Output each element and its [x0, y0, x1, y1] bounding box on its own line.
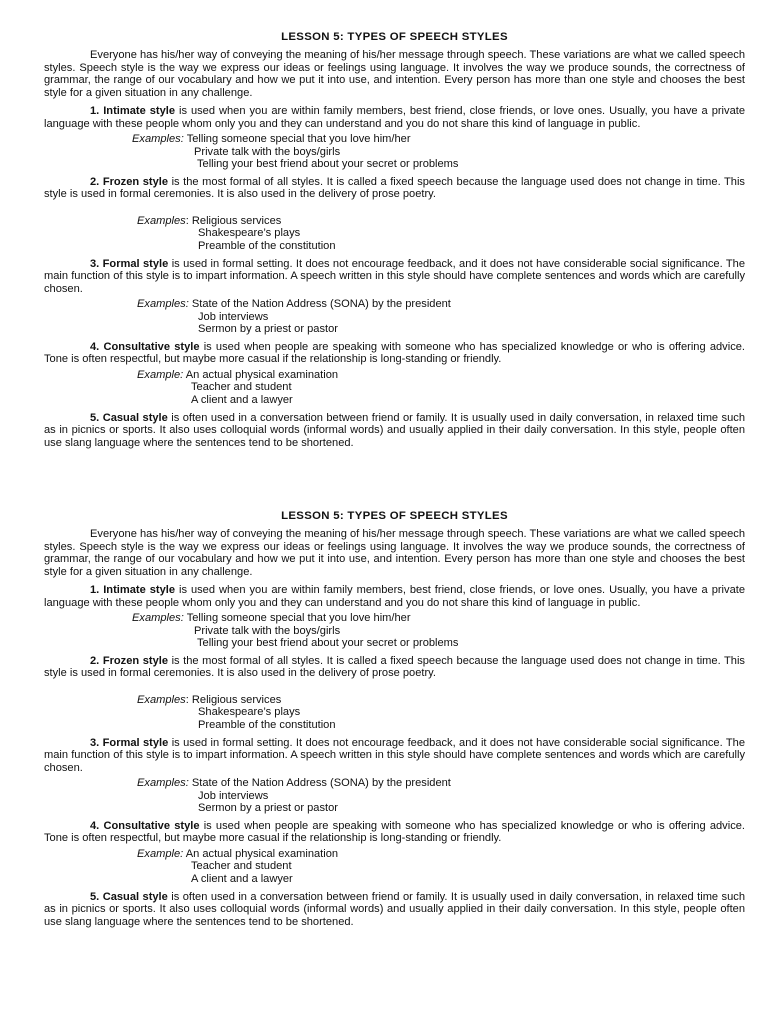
intimate-style-paragraph	[44, 105, 745, 130]
example-item: Private talk with the boys/girls	[194, 624, 341, 637]
intimate-style-paragraph	[44, 584, 745, 609]
example-item: Telling someone special that you love him/her	[186, 612, 411, 624]
style-description: is often used in a conversation between friend or family. It is usually used in daily conversation, in relaxed time such as in picnics or sports. It also uses colloquial words (informal words) and usually applied in their daily conversation. In this style, people often use slang language where the sentences tend to be shortened.	[44, 890, 745, 928]
style-term: 2. Frozen style	[90, 654, 169, 667]
intimate-examples	[44, 133, 745, 171]
example-item: Telling your best friend about your secret or problems	[197, 637, 459, 650]
examples-label: Example:	[137, 368, 184, 381]
examples-label: Examples:	[132, 133, 184, 145]
casual-style-paragraph	[44, 412, 745, 450]
examples-label: Examples	[137, 693, 186, 706]
example-item: Teacher and student	[191, 860, 292, 873]
example-item: Private talk with the boys/girls	[194, 145, 341, 158]
style-term: 5. Casual style	[90, 890, 168, 903]
style-term: 3. Formal style	[90, 736, 169, 749]
style-description: is used when people are speaking with someone who has specialized knowledge or who is offering advice. Tone is often respectful, but maybe more casual if the relationship is long-standing or friendly.	[44, 819, 745, 845]
frozen-examples: Examples: Religious services Shakespeare’s plays Preamble of the constitution	[44, 215, 745, 253]
formal-style-paragraph	[44, 737, 745, 775]
style-term: 1. Intimate style	[90, 584, 176, 596]
example-item: Telling someone special that you love him/her	[186, 133, 411, 145]
style-description: is used in formal setting. It does not encourage feedback, and it does not have considerable social significance. The main function of this style is to impart information. A speech written in this style should have complete sentences and words which are carefully chosen.	[44, 736, 745, 774]
example-item: A client and a lawyer	[191, 394, 293, 407]
example-item: Shakespeare’s plays	[198, 227, 301, 240]
formal-examples	[44, 777, 745, 815]
style-description: is used when you are within family members, best friend, close friends, or love ones. Usually, you have a private language with these people whom only you and they can understand and you do not share this kind of language in public.	[44, 105, 745, 130]
example-item: Telling your best friend about your secret or problems	[197, 158, 459, 171]
style-term: 3. Formal style	[90, 257, 169, 270]
lesson-copy-1	[44, 30, 745, 449]
style-description: is the most formal of all styles. It is called a fixed speech because the language used does not change in time. This style is used in formal ceremonies. It is also used in the delivery of prose poetry.	[44, 175, 745, 201]
example-item: An actual physical examination	[185, 368, 339, 381]
style-term: 1. Intimate style	[90, 105, 176, 117]
style-description: is often used in a conversation between friend or family. It is usually used in daily conversation, in relaxed time such as in picnics or sports. It also uses colloquial words (informal words) and usually applied in their daily conversation. In this style, people often use slang language where the sentences tend to be shortened.	[44, 411, 745, 449]
consultative-examples	[44, 848, 745, 886]
lesson-copy-2	[44, 509, 745, 928]
lesson-title: LESSON 5: TYPES OF SPEECH STYLES	[281, 510, 508, 522]
example-item: Sermon by a priest or pastor	[198, 802, 338, 815]
intimate-examples	[44, 612, 745, 650]
example-item: State of the Nation Address (SONA) by the president	[191, 777, 451, 790]
frozen-style-paragraph	[44, 176, 745, 201]
example-item: Teacher and student	[191, 381, 292, 394]
style-description: is used when you are within family members, best friend, close friends, or love ones. Usually, you have a private language with these people whom only you and they can understand and you do not share this kind of language in public.	[44, 584, 745, 609]
style-description: is used in formal setting. It does not encourage feedback, and it does not have considerable social significance. The main function of this style is to impart information. A speech written in this style should have complete sentences and words which are carefully chosen.	[44, 257, 745, 295]
formal-examples	[44, 298, 745, 336]
intro-paragraph: Everyone has his/her way of conveying the meaning of his/her message through speech. These variations are what we called speech styles. Speech style is the way we express our ideas or feelings using language. It involves the way we produce sounds, the correctness of grammar, the range of our vocabulary and how we put it into use, and intention. Every person has more than one style and chooses the best style for a given situation in any challenge.	[44, 528, 745, 578]
example-item: Religious services	[191, 693, 282, 706]
style-term: 5. Casual style	[90, 411, 168, 424]
examples-label: Examples	[137, 214, 186, 227]
example-item: Religious services	[191, 214, 282, 227]
consultative-style-paragraph	[44, 820, 745, 845]
frozen-examples: Examples: Religious services Shakespeare’s plays Preamble of the constitution	[44, 694, 745, 732]
consultative-style-paragraph	[44, 341, 745, 366]
examples-label: Examples:	[132, 612, 184, 624]
style-term: 4. Consultative style	[90, 340, 200, 353]
frozen-style-paragraph	[44, 655, 745, 680]
style-description: is used when people are speaking with someone who has specialized knowledge or who is offering advice. Tone is often respectful, but maybe more casual if the relationship is long-standing or friendly.	[44, 340, 745, 366]
examples-label: Examples:	[137, 298, 189, 311]
examples-label: Example:	[137, 847, 184, 860]
intro-paragraph: Everyone has his/her way of conveying the meaning of his/her message through speech. These variations are what we called speech styles. Speech style is the way we express our ideas or feelings using language. It involves the way we produce sounds, the correctness of grammar, the range of our vocabulary and how we put it into use, and intention. Every person has more than one style and chooses the best style for a given situation in any challenge.	[44, 49, 745, 99]
example-item: A client and a lawyer	[191, 873, 293, 886]
example-item: An actual physical examination	[185, 847, 339, 860]
consultative-examples	[44, 369, 745, 407]
example-item: Job interviews	[198, 310, 269, 323]
examples-label: Examples:	[137, 777, 189, 790]
style-term: 4. Consultative style	[90, 819, 200, 832]
example-item: Sermon by a priest or pastor	[198, 323, 338, 336]
example-item: Preamble of the constitution	[198, 718, 336, 731]
example-item: Job interviews	[198, 789, 269, 802]
casual-style-paragraph	[44, 891, 745, 929]
example-item: Shakespeare’s plays	[198, 706, 301, 719]
style-description: is the most formal of all styles. It is called a fixed speech because the language used does not change in time. This style is used in formal ceremonies. It is also used in the delivery of prose poetry.	[44, 654, 745, 680]
example-item: State of the Nation Address (SONA) by the president	[191, 298, 451, 311]
style-term: 2. Frozen style	[90, 175, 169, 188]
formal-style-paragraph	[44, 258, 745, 296]
lesson-title: LESSON 5: TYPES OF SPEECH STYLES	[281, 31, 508, 43]
example-item: Preamble of the constitution	[198, 239, 336, 252]
